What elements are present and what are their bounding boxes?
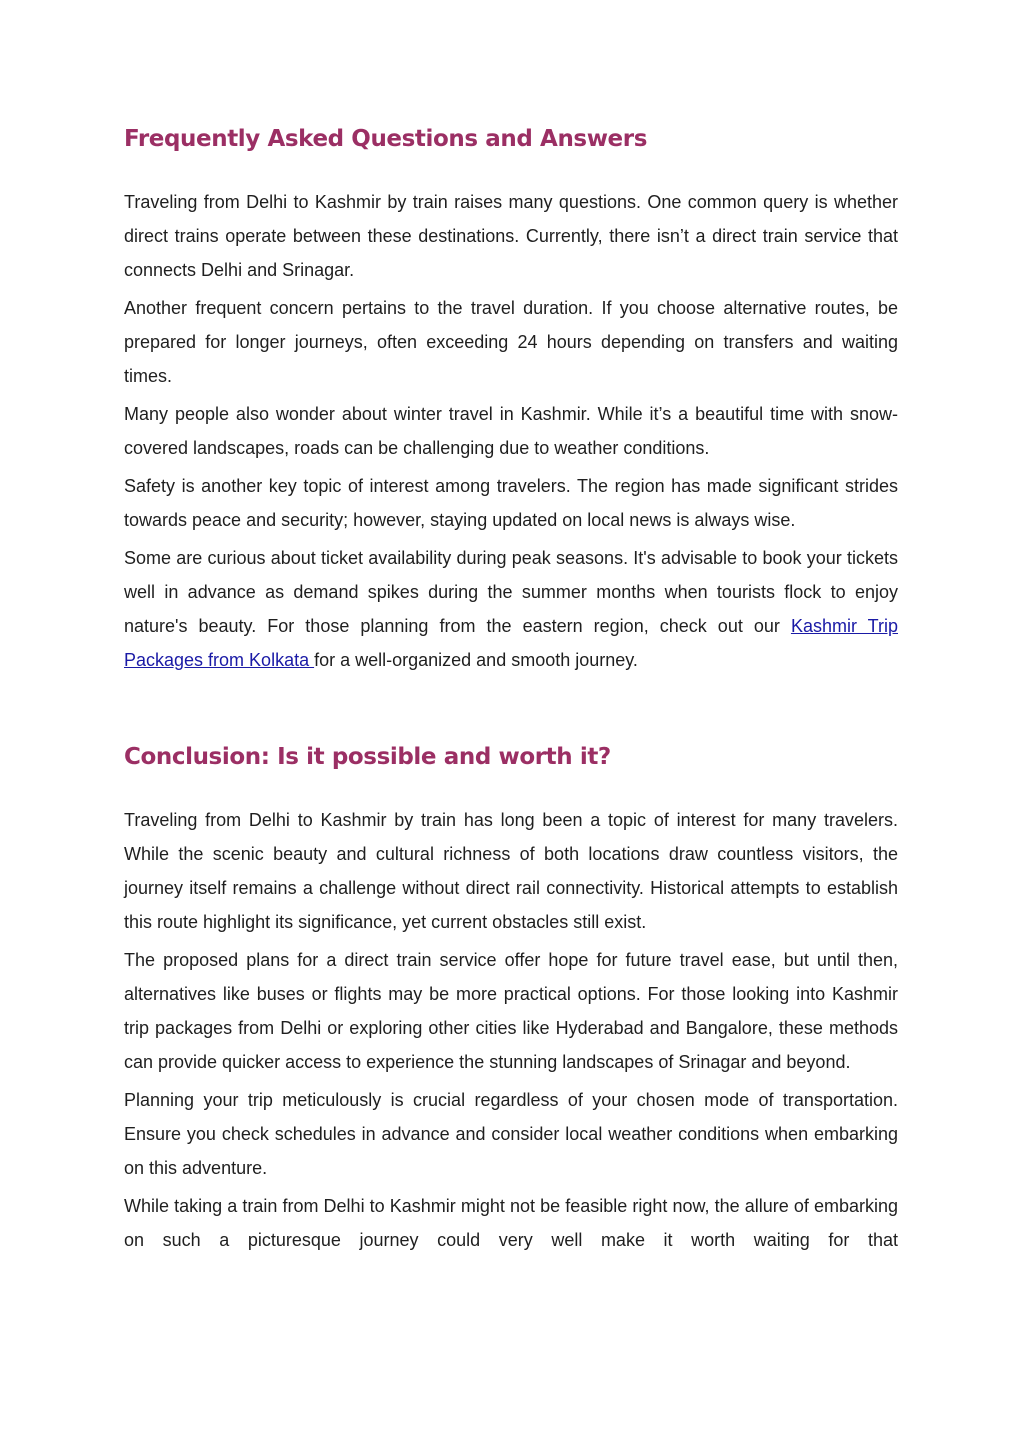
faq-paragraph-1: Traveling from Delhi to Kashmir by train raises many questions. One common query is whether direct trains operate between these destinations. Currently, there isn’t a direct train service that connects Delhi and Srinagar. bbox=[124, 192, 898, 280]
faq-paragraph-5-text-after: for a well-organized and smooth journey. bbox=[314, 650, 638, 670]
faq-heading: Frequently Asked Questions and Answers bbox=[124, 126, 647, 152]
kolkata-packages-link[interactable]: Kashmir Trip Packages from Kolkata bbox=[124, 616, 898, 670]
faq-paragraph-2: Another frequent concern pertains to the travel duration. If you choose alternative routes, be prepared for longer journeys, often exceeding 24 hours depending on transfers and waiting times. bbox=[124, 298, 898, 386]
conclusion-paragraph-4: While taking a train from Delhi to Kashmir might not be feasible right now, the allure of embarking on such a picturesque journey could very well make it worth waiting for that bbox=[124, 1196, 898, 1250]
conclusion-paragraph-2: The proposed plans for a direct train service offer hope for future travel ease, but until then, alternatives like buses or flights may be more practical options. For those looking into Kashmir trip packages from Delhi or exploring other cities like Hyderabad and Bangalore, these methods can provide quicker access to experience the stunning landscapes of Srinagar and beyond. bbox=[124, 950, 898, 1072]
faq-paragraph-4: Safety is another key topic of interest among travelers. The region has made significant strides towards peace and security; however, staying updated on local news is always wise. bbox=[124, 476, 898, 530]
faq-paragraph-5-text-before: Some are curious about ticket availability during peak seasons. It's advisable to book your tickets well in advance as demand spikes during the summer months when tourists flock to enjoy nature's beauty. For those planning from the eastern region, check out our bbox=[124, 548, 898, 636]
faq-paragraph-3: Many people also wonder about winter travel in Kashmir. While it’s a beautiful time with snow-covered landscapes, roads can be challenging due to weather conditions. bbox=[124, 404, 898, 458]
faq-paragraph-5 bbox=[124, 541, 898, 677]
conclusion-paragraph-1: Traveling from Delhi to Kashmir by train has long been a topic of interest for many travelers. While the scenic beauty and cultural richness of both locations draw countless visitors, the journey itself remains a challenge without direct rail connectivity. Historical attempts to establish this route highlight its significance, yet current obstacles still exist. bbox=[124, 810, 898, 932]
document-page bbox=[124, 122, 898, 1261]
conclusion-heading: Conclusion: Is it possible and worth it? bbox=[124, 744, 611, 770]
conclusion-paragraph-3: Planning your trip meticulously is crucial regardless of your chosen mode of transportation. Ensure you check schedules in advance and consider local weather conditions when embarking on this adventure. bbox=[124, 1090, 898, 1178]
